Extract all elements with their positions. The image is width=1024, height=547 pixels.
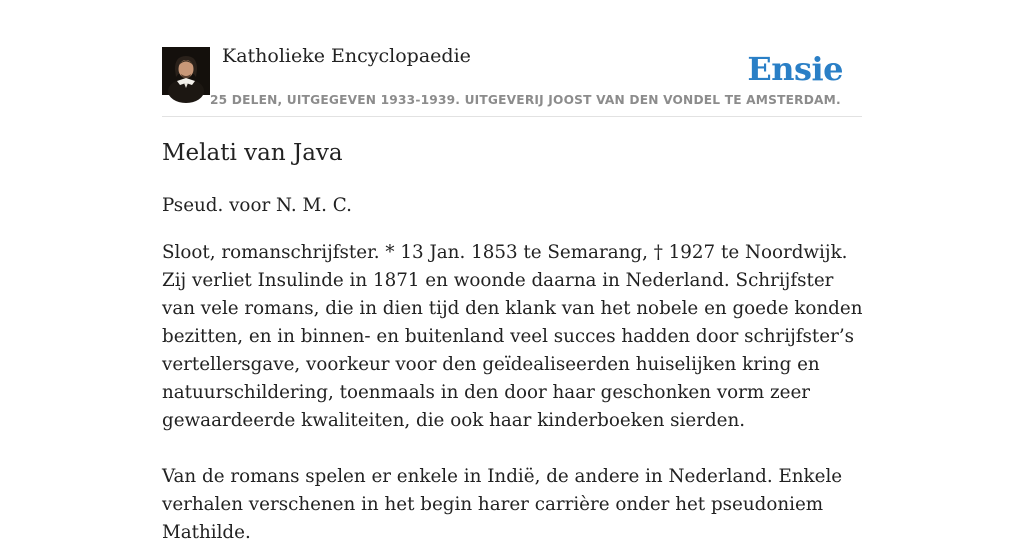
portrait-avatar-icon[interactable] [162, 47, 210, 95]
source-title[interactable]: Katholieke Encyclopaedie [222, 45, 471, 67]
article-paragraph: Pseud. voor N. M. C. [162, 195, 352, 216]
header [162, 0, 862, 117]
article-paragraph: Sloot, romanschrijfster. * 13 Jan. 1853 te Semarang, † 1927 te Noordwijk. Zij verliet Insulinde in 1871 en woonde daarna in Nederland. Schrijfster van vele romans, die in dien tijd den klank van het nobele en goede konden bezitten, en in binnen- en buitenland veel succes hadden door schrijfster’s vertellersgave, voorkeur voor den geïdealiseerden huiselijken kring en natuurschildering, toenmaals in den door haar geschonken vorm zeer gewaardeerde kwaliteiten, die ook haar kinderboeken sierden. [162, 242, 863, 431]
page [162, 0, 863, 543]
source-subtitle: 25 DELEN, UITGEGEVEN 1933-1939. UITGEVERIJ JOOST VAN DEN VONDEL TE AMSTERDAM. [210, 93, 841, 107]
page-title: Melati van Java [162, 140, 343, 166]
brand-logo[interactable]: Ensie [747, 50, 843, 88]
article-paragraph: Van de romans spelen er enkele in Indië, de andere in Nederland. Enkele verhalen verschenen in het begin harer carrière onder het pseudoniem Mathilde. [162, 466, 843, 543]
